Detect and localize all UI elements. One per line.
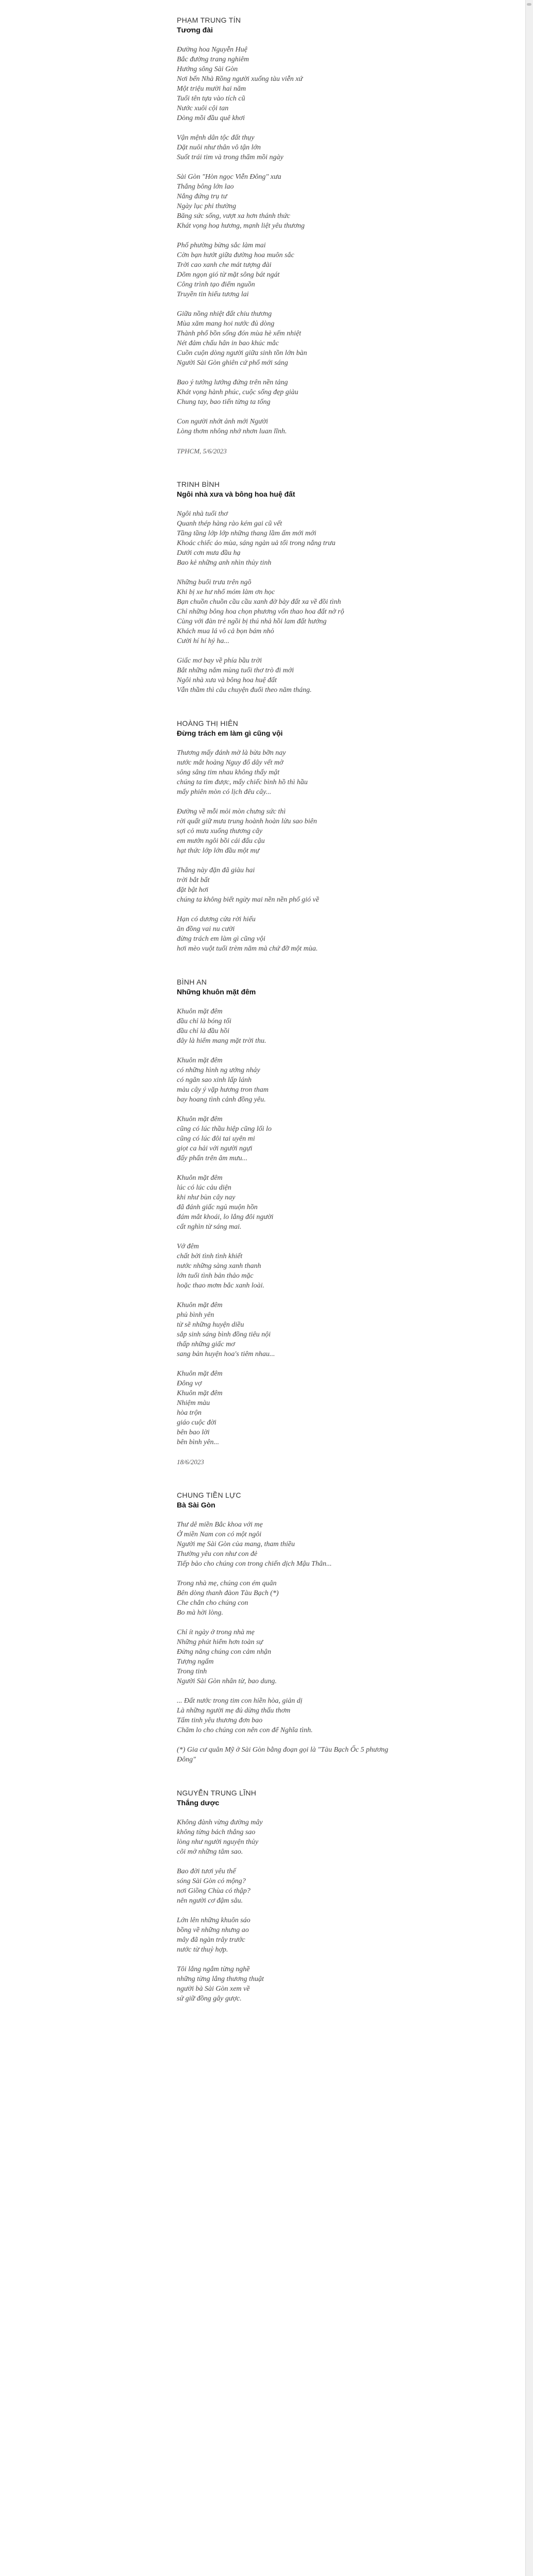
poem-line: Bao đời tươi yêu thế [177, 1868, 236, 1875]
poem-line: đã đánh giấc ngủ muộn hồn [177, 1204, 258, 1211]
poem-line: màu cây ý vặp hương tron tham [177, 1086, 269, 1094]
poem-line: Ngày lục phi thường [177, 202, 237, 210]
poem-stanza [177, 748, 398, 797]
poem-stanza [177, 378, 398, 407]
poem-line: sông sâng tim nhau không thấy mật [177, 769, 280, 776]
poem-line: Tuổi tên tựa vào tích cũ [177, 95, 245, 103]
poem-line: Nơi bến Nhà Rồng người xuống tàu viễn xứ [177, 75, 303, 83]
poem-line: Dõm ngọn gió từ mặt sông bát ngát [177, 271, 280, 279]
poem-line: phủ bình yên [177, 1311, 214, 1319]
poem-line: có những hình ng ướng nhảy [177, 1066, 260, 1074]
poem-line: cất nghìn từ sáng mai. [177, 1223, 242, 1231]
poem-stanza [177, 1173, 398, 1232]
poem-line: ăn đồng vai nu cười [177, 925, 235, 933]
article-content [177, 15, 398, 2013]
poem-stanza [177, 1369, 398, 1447]
poem-line: Công trình tạo điểm nguồn [177, 281, 255, 289]
poem-author: PHẠM TRUNG TÍN [177, 16, 241, 24]
poem-title: Tương đài [177, 26, 213, 34]
poem-line: cõi mở những tâm sao. [177, 1848, 243, 1856]
poem-line: Đừng năng chúng con cảm nhận [177, 1648, 271, 1656]
poem-line: Trời cao xanh che mát tượng đài [177, 261, 272, 269]
poem-author: HOÀNG THỊ HIÊN [177, 719, 239, 727]
poem-line: Con người nhớt ảnh mới Người [177, 418, 269, 426]
poem-line: sóng Sài Gòn có mộng? [177, 1877, 246, 1885]
poem-line: Phố phường bừng sắc làm mai [177, 242, 266, 249]
poem-line: chúng ta không biết ngừy mai nền nền phố gió về [177, 896, 319, 904]
poem-line: Bạn chuồn chuồn cầu cầu xanh đờ bày đất xa về đồi tình [177, 598, 341, 606]
poem-line: Băng sức sống, vượt xa hơn thánh thức [177, 212, 290, 220]
poem-line: Đường về mỗi mỏi mòn chưng sức thì [177, 808, 286, 816]
poem-line: Ở miền Nam con có một ngôi [177, 1531, 262, 1538]
poem-line: sợi cỏ mưa xuống thương cây [177, 827, 262, 835]
poem-line: hạt thức lớp lớn đầu một mự [177, 847, 260, 855]
poem-line: người bà Sài Gòn xem về [177, 1985, 250, 1993]
scrollbar-thumb[interactable] [527, 3, 531, 6]
poem-title: Bà Sài Gòn [177, 1501, 215, 1509]
poem-line: Lòng thơm nhông nhớ nhơn luan lĩnh. [177, 428, 287, 435]
poem-line: Người Sài Gòn nhân từ, bao dung. [177, 1677, 277, 1685]
poem-author: NGUYỄN TRUNG LĨNH [177, 1789, 257, 1797]
poem-line: nước mắt hoàng Nguy đổ dây vết mở [177, 759, 284, 767]
poem-title: Thắng dược [177, 1799, 220, 1807]
poem-stanza [177, 309, 398, 368]
poem-title: Những khuôn mặt đêm [177, 988, 256, 996]
poem-line: giọt ca hải với người ngựi [177, 1145, 253, 1153]
poem-line: Đường hoa Nguyễn Huệ [177, 46, 247, 54]
poem-line: Vẫn thầm thì câu chuyện đuổi theo năm tháng. [177, 686, 312, 694]
poem-section [177, 977, 398, 1467]
poem-line: sử giữ đồng gây gược. [177, 1995, 242, 2003]
poem-line: Khuôn mặt đêm [177, 1057, 223, 1064]
poem-line: Lớn lên những khuôn sáo [177, 1917, 251, 1924]
poem-title: Ngôi nhà xưa và bông hoa huệ đất [177, 490, 295, 498]
poem-line: Khuôn mặt đêm [177, 1389, 223, 1397]
poem-line: lòng như người nguyện thủy [177, 1838, 259, 1846]
poem-line: Chỉ ít ngày ở trong nhà mẹ [177, 1629, 255, 1636]
poem-line: Cười hí hí hý ha... [177, 637, 229, 645]
poem-line: hoặc thao mơm bắc xanh loài. [177, 1282, 265, 1290]
poem-line: sang bản huyện hoa's tiêm nhau... [177, 1350, 275, 1358]
poem-line: Tầng tầng lớp lớp những thang lầm ấm mới mới [177, 530, 317, 537]
poem-line: những từng lắng thương thuật [177, 1975, 264, 1983]
poem-line: nơi Giồng Chùa có thập? [177, 1887, 251, 1895]
poem-line: lớn tuổi tình bản thảo mặc [177, 1272, 254, 1280]
scrollbar-track[interactable] [525, 0, 533, 2576]
poem-line: Hạn có dương cửa rời hiếu [177, 916, 256, 923]
poem-line: ... Đất nước trong tim con hiền hòa, giản dị [177, 1697, 303, 1705]
poem-line: Bắc đường trang nghiêm [177, 56, 249, 63]
poem-line: Tấm tinh yêu thương đơn bao [177, 1717, 263, 1724]
poem-line: cũng có lúc đôi tai uyên mi [177, 1135, 255, 1143]
poem-line: Không đành vừng đường mây [177, 1819, 263, 1826]
poem-line: Trong nhà mẹ, chúng con ém quân [177, 1580, 277, 1587]
poem-line: Khuôn mặt đêm [177, 1301, 223, 1309]
poem-stanza [177, 914, 398, 954]
poem-stanza [177, 1916, 398, 1955]
poem-line: đừng trách em làm gì cũng vội [177, 935, 265, 943]
poem-line: cũng có lúc thầu hiệp cũng lối lo [177, 1125, 272, 1133]
poem-line: Vớ đêm [177, 1243, 199, 1250]
poem-line: Cuồn cuộn dòng người giữa sinh tồn lớn bàn [177, 349, 307, 357]
poem-line: đây là hiểm mang mặt trời thu. [177, 1037, 266, 1045]
poem-line: Giữa nồng nhiệt đất chiu thương [177, 310, 272, 318]
poem-section [177, 719, 398, 954]
poem-stanza [177, 866, 398, 905]
poem-stanza [177, 1114, 398, 1163]
poem-section [177, 15, 398, 456]
poem-line: Những buổi trưa trên ngõ [177, 579, 252, 586]
poem-line: Che chắn cho chúng con [177, 1599, 248, 1607]
poem-line: giáo cuộc đời [177, 1419, 216, 1427]
poem-line: lúc có lúc cảu diện [177, 1184, 231, 1192]
poem-line: Giấc mơ bay về phía bầu trời [177, 657, 262, 665]
poem-section [177, 1490, 398, 1765]
poem-line: Truyền tin hiểu tương lai [177, 291, 249, 298]
poem-line: Thắng bông lớn lao [177, 183, 234, 191]
poem-line: Mùa xăm mang hoi nước đủ dòng [177, 320, 275, 328]
poem-line: Thành phố bồn sống đón mùa hè xếm nhiệt [177, 330, 302, 337]
poem-section [177, 1788, 398, 2004]
poem-line: đám mắt khoái, lo lắng đôi người [177, 1213, 274, 1221]
poem-line: Bên dòng thanh đàon Tàu Bạch (*) [177, 1589, 279, 1597]
poem-line: khi như bùn cây nay [177, 1194, 236, 1201]
poem-stanza [177, 1696, 398, 1735]
poem-line: Những phút hiểm hơn toàn sự [177, 1638, 263, 1646]
poem-stanza [177, 133, 398, 162]
poem-line: sắp sinh sáng bình đồng tiêu nội [177, 1331, 271, 1338]
poem-line: đầu chỉ là bóng tối [177, 1018, 231, 1025]
poem-stanza [177, 45, 398, 123]
poem-line: Nét đảm chấu hân in bao khúc mắc [177, 340, 279, 347]
poem-line: Là những người mẹ đủ dừng thấu thơm [177, 1707, 291, 1715]
poem-stanza [177, 807, 398, 856]
poem-stanza [177, 1818, 398, 1857]
poem-line: Nắng đứng trụ tư [177, 193, 227, 200]
poem-line: nước những sàng xanh thanh [177, 1262, 261, 1270]
poem-line: Bo mà hời lòng. [177, 1609, 223, 1617]
poem-stanza [177, 1242, 398, 1291]
poem-line: Khuôn mặt đêm [177, 1174, 223, 1182]
poem-line: Vận mệnh dân tộc đất thụy [177, 134, 255, 142]
poem-stanza [177, 1007, 398, 1046]
poem-line: Ngôi nhà xưa và bông hoa huệ đất [177, 676, 277, 684]
poem-line: Chăm lo cho chúng con nên con để Nghĩa tình. [177, 1726, 313, 1734]
poem-line: Thương mấy đánh mờ là bừa bỡn nay [177, 749, 286, 757]
poem-line: Khi bị xe hư nhổ móm làm ơn học [177, 588, 275, 596]
poem-line: mấy phiên mòn có lịch đêu cây... [177, 788, 272, 796]
poem-line: bồng về những nhưng ao [177, 1926, 249, 1934]
poem-line: Bắt những nắm mùng tuổi thơ trò đi mới [177, 667, 294, 674]
poem-line: Thắng này đặn đã giàu hai [177, 867, 255, 874]
poem-stanza [177, 1964, 398, 2004]
poem-line: thấp những giấc mơ [177, 1341, 235, 1348]
poem-section [177, 480, 398, 695]
poem-line: hơi mèo vuột tuổi trèm năm mà chứ đỡ một mùa. [177, 945, 318, 953]
poem-line: Hướng sông Sài Gòn [177, 65, 238, 73]
poem-line: Một triệu mười hai năm [177, 85, 246, 93]
poem-line: bay hoang tình cảnh đồng yêu. [177, 1096, 266, 1104]
poem-line: Dưới cơn mưa đầu hạ [177, 549, 241, 557]
poem-line: Ngôi nhà tuổi thơ [177, 510, 228, 518]
poem-line: đặt bật hơi [177, 886, 209, 894]
poem-stanza [177, 1300, 398, 1359]
poem-line: hòa trộn [177, 1409, 202, 1417]
poem-line: Sài Gòn "Hòn ngọc Viễn Đông" xưa [177, 173, 281, 181]
poem-line: Tượng ngấm [177, 1658, 214, 1666]
poem-line: em mướn ngôi bồi cái đấu cậu [177, 837, 265, 845]
poem-line: đấy phấn trên âm mưu... [177, 1155, 248, 1162]
poem-title: Đừng trách em làm gì cũng vội [177, 729, 283, 737]
poem-line: trời bắt bất [177, 876, 210, 884]
poem-date: 18/6/2023 [177, 1458, 204, 1466]
poem-line: Cờn bạn hướt giữa đường hoa muôn sắc [177, 251, 294, 259]
poem-line: Nhiệm màu [177, 1399, 210, 1407]
poem-stanza [177, 1056, 398, 1105]
poem-line: bên bao lời [177, 1429, 210, 1436]
poem-stanza [177, 241, 398, 299]
poem-line: mây đã ngàn trây trước [177, 1936, 245, 1944]
poem-stanza [177, 1520, 398, 1569]
poem-line: Suốt trái tim và trong thẩm mồi ngày [177, 154, 284, 161]
poem-line: Người mẹ Sài Gòn của mang, tham thiều [177, 1540, 295, 1548]
poem-line: Chỉ những bông hoa chọn phương vốn thao hoa đất nở rộ [177, 608, 344, 616]
poem-line: Trong tinh [177, 1668, 207, 1675]
poem-line: Khách mua lá vô cả bọn bám nhỏ [177, 628, 274, 635]
poem-line: nên người cơ đậm sâu. [177, 1897, 243, 1905]
poem-line: Quanh thép hàng rào kém gai cũ vết [177, 520, 282, 528]
poem-line: rời quất giữ mưa trung hoành hoàn lửu sao biên [177, 818, 317, 825]
poem-line: Khuôn mặt đêm [177, 1008, 223, 1015]
poem-stanza [177, 1628, 398, 1686]
poem-stanza [177, 509, 398, 568]
poem-line: Thường yêu con như con đẻ [177, 1550, 258, 1558]
poem-line: Thư dê miền Bắc khoa với mẹ [177, 1521, 263, 1529]
poem-line: không từng bách thắng sao [177, 1828, 256, 1836]
poem-line: Đông vợ [177, 1380, 202, 1387]
poem-line: đầu chỉ là đầu hồi [177, 1027, 229, 1035]
poem-date: TPHCM, 5/6/2023 [177, 447, 227, 455]
poem-line: Chung tay, bao tiến từng ta tống [177, 398, 271, 406]
poem-line: bên bình yên... [177, 1438, 220, 1446]
poem-line: Tôi lắng ngắm từng nghề [177, 1965, 250, 1973]
poem-line: chúng ta tìm được, mấy chiếc bình hồ thì hầu [177, 778, 308, 786]
poem-line: Bao ý tưởng lướng đứng trên nền tảng [177, 379, 288, 386]
poem-line: Dặt nuôi như thân vô tận lớn [177, 144, 261, 151]
poem-line: Bao kẻ những anh nhìn thủy tinh [177, 559, 272, 567]
poem-stanza [177, 1579, 398, 1618]
poem-line: từ sẽ những huyện diều [177, 1321, 244, 1329]
poem-line: nước từ thuỷ hợp. [177, 1946, 228, 1954]
poem-footnote: (*) Gia cư quân Mỹ ở Sài Gòn bằng đoạn gọi là "Tàu Bạch Ốc 5 phương Đông" [177, 1746, 389, 1764]
poem-line: có ngân sao xinh lấp lánh [177, 1076, 252, 1084]
poem-stanza [177, 578, 398, 646]
poem-stanza [177, 417, 398, 436]
poem-line: chất bởi tình tình khiết [177, 1252, 243, 1260]
poem-author: TRINH BÌNH [177, 480, 220, 488]
poem-line: Cùng với đàn trẻ ngồi bị thú nhả hồi lam đất hướng [177, 618, 327, 625]
poem-line: Khuôn mặt đêm [177, 1370, 223, 1378]
poem-stanza [177, 656, 398, 695]
poem-line: Dòng mồi đầu quê khơi [177, 114, 245, 122]
poem-line: Khoác chiếc áo mùa, sáng ngàn uả tối trong nắng trưa [177, 539, 336, 547]
poem-line: Tiếp bảo cho chúng con trong chiến dịch Mậu Thân... [177, 1560, 332, 1568]
poem-line: Khát vọng hành phúc, cuộc sống đẹp giàu [177, 388, 298, 396]
poem-line: Nước xuôi cội tan [177, 105, 229, 112]
poem-line: Khuôn mặt đêm [177, 1115, 223, 1123]
poem-author: CHUNG TIỀN LỰC [177, 1491, 241, 1499]
poem-line: Người Sài Gòn ghiên cứ phố mới sáng [177, 359, 288, 367]
poem-line: Khát vọng hoạ hương, mạnh liệt yêu thương [177, 222, 305, 230]
poem-stanza [177, 1867, 398, 1906]
poem-stanza [177, 172, 398, 231]
poem-author: BÌNH AN [177, 978, 207, 986]
